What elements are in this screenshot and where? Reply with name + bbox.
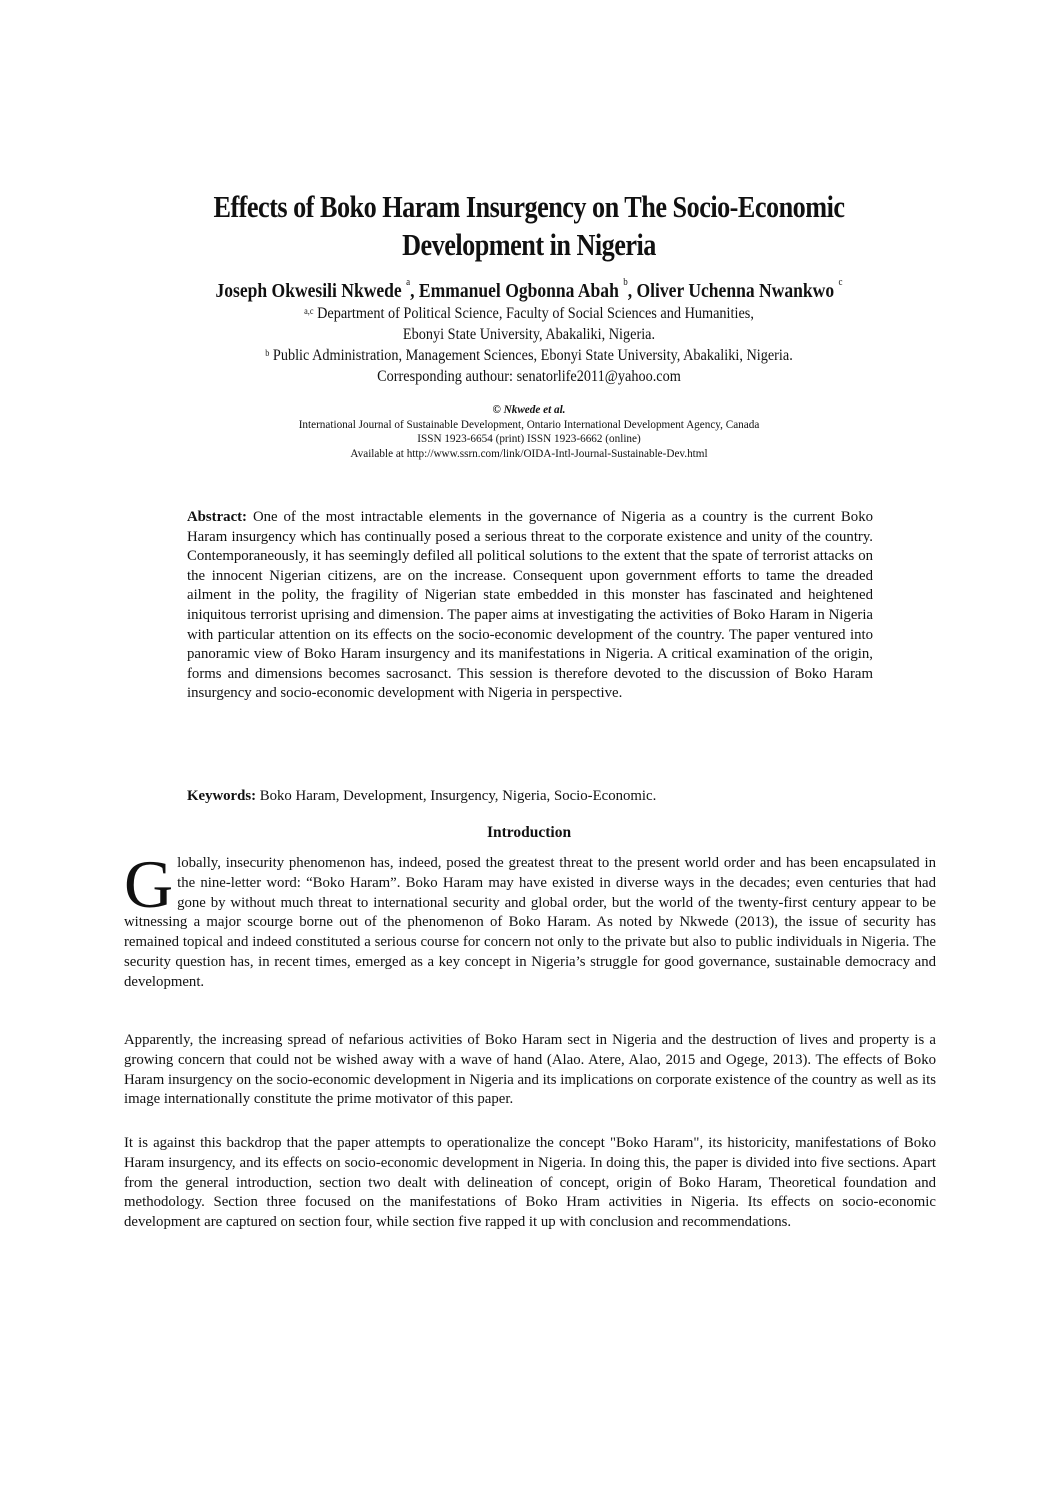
availability-link[interactable]: Available at http://www.ssrn.com/link/OIDA-Intl-Journal-Sustainable-Dev.html (350, 447, 708, 460)
affiliation-line: Public Administration, Management Sciences, Ebonyi State University, Abakaliki, Nigeria. (272, 347, 793, 364)
affiliation-ac-line2: Ebonyi State University, Abakaliki, Nigeria. (402, 326, 656, 343)
keywords-label: Keywords: (187, 788, 257, 804)
author-name: Joseph Okwesili Nkwede (215, 281, 402, 302)
copyright: © Nkwede et al. (492, 404, 566, 416)
keywords-text: Boko Haram, Development, Insurgency, Nigeria, Socio-Economic. (259, 788, 657, 804)
author-list: Joseph Okwesili Nkwede $^a$, Emmanuel Ogbonna Abah $^b$, Oliver Uchenna Nwankwo $^c$ (215, 277, 843, 302)
abstract-text: One of the most intractable elements in the governance of Nigeria as a country is the current Boko Haram insurgency which has continually posed a serious threat to the corporate existence and unity of the country. Contemporaneously, it has seemingly defiled all political solutions to the extent that the spate of terrorist attacks on the innocent Nigerian citizens, are on the increase. Consequent upon government efforts to tame the dreaded ailment in the polity, the fragility of Nigerian state embedded in this monster has fascinated and heightened iniquitous terrorist uprising and dimension. The paper aims at investigating the activities of Boko Haram in Nigeria with particular attention on its effects on the socio-economic development of the country. The paper ventured into panoramic view of Boko Haram insurgency and its manifestations in Nigeria. A critical examination of the origin, forms and dimensions becomes sacrosanct. This session is therefore devoted to the discussion of Boko Haram insurgency and socio-economic development with Nigeria in perspective. (187, 509, 873, 702)
author-mark: b (623, 277, 628, 288)
affiliation-mark: a,c (304, 306, 314, 316)
abstract (187, 508, 873, 704)
author-name: Emmanuel Ogbonna Abah (418, 281, 619, 302)
intro-paragraph-2: Apparently, the increasing spread of nefarious activities of Boko Haram sect in Nigeria and the destruction of lives and property is a growing concern that could not be wished away with a wave of hand (Alao. Atere, Alao, 2015 and Ogege, 2013). The effects of Boko Haram insurgency on the socio-economic development in Nigeria and its implications on corporate existence of the country as well as its image internationally constitute the prime motivator of this paper. (124, 1032, 936, 1108)
intro-paragraph-3: It is against this backdrop that the paper attempts to operationalize the concept "Boko Haram", its historicity, manifestations of Boko Haram insurgency, and its effects on socio-economic development in Nigeria. In doing this, the paper is divided into five sections. Apart from the general introduction, section two dealt with delineation of concept, origin of Boko Haram, Theoretical foundation and methodology. Section three focused on the manifestations of Boko Hram activities in Nigeria. Its effects on socio-economic development are captured on section four, while section five rapped it up with conclusion and recommendations. (124, 1135, 936, 1231)
intro-paragraph-1 (124, 846, 936, 993)
affiliation-b (125, 345, 933, 366)
section-heading-introduction: Introduction (486, 824, 572, 841)
abstract-label: Abstract: (187, 509, 247, 525)
corresponding-author: Corresponding authour: senatorlife2011@yahoo.com (377, 368, 681, 385)
drop-cap: G (124, 846, 174, 922)
author-name: Oliver Uchenna Nwankwo (636, 281, 835, 302)
affiliation-line: Department of Political Science, Faculty of Social Sciences and Humanities, (317, 305, 754, 322)
affiliation-ac (125, 303, 933, 324)
issn: ISSN 1923-6654 (print) ISSN 1923-6662 (online) (417, 433, 641, 445)
paragraph-text: lobally, insecurity phenomenon has, indeed, posed the greatest threat to the present world order and has been encapsulated in the nine-letter word: “Boko Haram”. Boko Haram may have existed in diverse ways in the decades; even centuries that had gone by without much threat to international security and global order, but the world of the twenty-first century appear to be witnessing a major scourge borne out of the phenomenon of Boko Haram. As noted by Nkwede (2013), the issue of security has remained topical and indeed constituted a serious course for concern not only to the private but also to public individuals in Nigeria. The security question has, in recent times, emerged as a key concept in Nigeria’s struggle for good governance, sustainable democracy and development. (124, 855, 936, 990)
affiliation-mark: b (265, 348, 270, 358)
author-mark: a (406, 277, 411, 288)
keywords (187, 787, 873, 806)
publication-info (150, 403, 908, 461)
paper-title: Effects of Boko Haram Insurgency on The Socio-Economic Development in Nigeria (213, 190, 845, 262)
journal-name: International Journal of Sustainable Development, Ontario International Development Agency, Canada (298, 418, 760, 431)
author-mark: c (838, 277, 843, 288)
affiliations (125, 303, 933, 387)
